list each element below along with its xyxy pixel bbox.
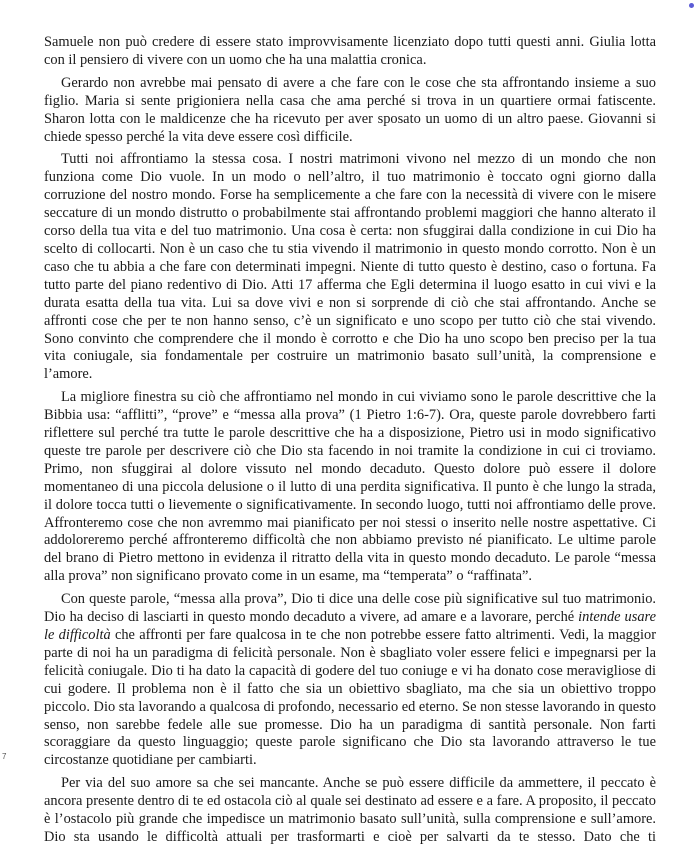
- paragraph-3: Tutti noi affrontiamo la stessa cosa. I nostri matrimoni vivono nel mezzo di un mondo che non funziona come Dio vuole. In un modo o nell’altro, il tuo matrimonio è toccato ogni giorno dalla corruzione del nostro mondo. Forse ha semplicemente a che fare con la necessità di vivere con le misere seccature di un mondo distrutto o probabilmente stai affrontando problemi maggiori che hanno alterato il corso della tua vita e del tuo matrimonio. Una cosa è certa: non sfuggirai dalla condizione in cui Dio ha scelto di collocarti. Non è un caso che tu stia vivendo il matrimonio in questo mondo corrotto. Non è un caso che tu abbia a che fare con determinati impegni. Niente di tutto questo è destino, caso o fortuna. Fa tutto parte del piano redentivo di Dio. Atti 17 afferma che Egli determina il luogo esatto in cui vivi e la durata esatta della tua vita. Lui sa dove vivi e non si sorprende di ciò che stai affrontando. Anche se affronti cose che per te non hanno senso, c’è un significato e uno scopo per tutto ciò che stai vivendo. Sono convinto che comprendere che il mondo è corrotto e che Dio ha uno scopo ben preciso per la tua vita coniugale, sia fondamentale per costruire un matrimonio basato sull’unità, la comprensione e l’amore.: [44, 151, 656, 383]
- paragraph-2: Gerardo non avrebbe mai pensato di avere a che fare con le cose che sta affrontando insieme a suo figlio. Maria si sente prigioniera nella casa che ama perché si trova in un quartiere ormai fatiscente. Sharon lotta con le maldicenze che ha ricevuto per aver sposato un uomo di un altro paese. Giovanni si chiede spesso perché la vita deve essere così difficile.: [44, 74, 656, 145]
- paragraph-4: La migliore finestra su ciò che affrontiamo nel mondo in cui viviamo sono le parole descrittive che la Bibbia usa: “afflitti”, “prove” e “messa alla prova” (1 Pietro 1:6-7). Ora, queste parole dovrebbero farti riflettere sul perché tra tutte le parole descrittive che ha a disposizione, Pietro usi in modo significativo queste tre parole per descrivere ciò che Dio sta facendo in noi tramite la condizione in cui ci troviamo. Primo, non sfuggirai al dolore vissuto nel mondo decaduto. Questo dolore può essere il dolore momentaneo di una piccola delusione o il lutto di una perdita significativa. Il punto è che lungo la strada, il dolore tocca tutti o lievemente o significativamente. In secondo luogo, tutti noi affrontiamo delle prove. Affronteremo cose che non avremmo mai pianificato per noi stessi o inserito nelle nostre aspettative. Ci addoloreremo perché affronteremo difficoltà che non abbiamo previsto né pianificato. Le ultime parole del brano di Pietro mettono in evidenza il ritratto della vita in questo mondo decaduto. Le parole “messa alla prova” non significano provato come in un esame, ma “temperata” o “raffinata”.: [44, 389, 656, 585]
- paragraph-5-text-before: Con queste parole, “messa alla prova”, Dio ti dice una delle cose più significative sul tuo matrimonio. Dio ha deciso di lasciarti in questo mondo decaduto a vivere, ad amare e a lavorare, perché: [44, 591, 656, 626]
- corner-dot: [689, 3, 694, 8]
- page-number: 7: [2, 752, 7, 761]
- paragraph-5: [44, 591, 656, 770]
- document-body: [44, 34, 656, 852]
- paragraph-6: Per via del suo amore sa che sei mancante. Anche se può essere difficile da ammettere, il peccato è ancora presente dentro di te ed ostacola ciò al quale sei destinato ad essere e a fare. A proposito, il peccato è l’ostacolo più grande che impedisce un matrimonio basato sull’unità, sulla comprensione e sull’amore. Dio sta usando le difficoltà attuali per trasformarti e cioè per salvarti da te stesso. Dato che ti: [44, 775, 656, 845]
- paragraph-5-emphasis: intende usare le difficoltà: [44, 609, 656, 643]
- paragraph-1: Samuele non può credere di essere stato improvvisamente licenziato dopo tutti questi anni. Giulia lotta con il pensiero di vivere con un uomo che ha una malattia cronica.: [44, 34, 656, 68]
- paragraph-5-text-after: che affronti per fare qualcosa in te che non potrebbe essere fatto altrimenti. Vedi, la maggior parte di noi ha un paradigma di felicità personale. Non è sbagliato voler essere felici e impegnarsi per la felicità coniugale. Dio ti ha dato la capacità di godere del tuo coniuge e vi ha donato cose meravigliose di cui godere. Il problema non è il fatto che sia un obiettivo sbagliato, ma che sia un obiettivo troppo piccolo. Dio sta lavorando a qualcosa di profondo, necessario ed eterno. Se non stesse lavorando in questo senso, non sarebbe fedele alle sue promesse. Dio ha un paradigma di santità personale. Non farti scoraggiare da questo linguaggio; queste parole significano che Dio sta lavorando attraverso le tue circostanze quotidiane per cambiarti.: [44, 627, 656, 769]
